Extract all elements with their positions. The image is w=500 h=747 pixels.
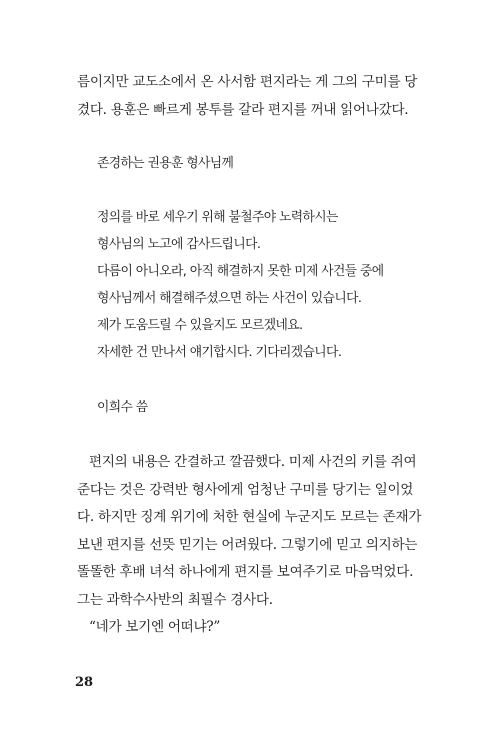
letter-line: 정의를 바로 세우기 위해 불철주야 노력하시는 [97, 210, 338, 225]
opening-line: 름이지만 교도소에서 온 사서함 편지라는 게 그의 구미를 당 [77, 74, 418, 90]
letter-line: 다름이 아니오라, 아직 해결하지 못한 미제 사건들 중에 [97, 264, 384, 279]
opening-line: 겼다. 용훈은 빠르게 봉투를 갈라 편지를 꺼내 읽어나갔다. [77, 102, 409, 118]
closing-line: 편지의 내용은 간결하고 깔끔했다. 미제 사건의 키를 쥐여 [89, 454, 417, 470]
closing-line: 준다는 것은 강력반 형사에게 엄청난 구미를 당기는 일이었 [77, 482, 414, 498]
closing-line: 다. 하지만 징계 위기에 처한 현실에 누군지도 모르는 존재가 [77, 509, 422, 525]
letter-line: 제가 도움드릴 수 있을지도 모르겠네요. [97, 318, 303, 333]
closing-line: 똘똘한 후배 녀석 하나에게 편지를 보여주기로 마음먹었다. [77, 564, 414, 580]
closing-line: 보낸 편지를 선뜻 믿기는 어려웠다. 그렇기에 믿고 의지하는 [77, 537, 418, 553]
letter-line: 자세한 건 만나서 얘기합시다. 기다리겠습니다. [97, 345, 342, 360]
page-number: 28 [75, 675, 94, 690]
letter-line: 형사님께서 해결해주셨으면 하는 사건이 있습니다. [97, 291, 362, 306]
letter-signature: 이희수 씀 [97, 400, 148, 415]
letter-salutation: 존경하는 권용훈 형사님께 [97, 156, 234, 171]
closing-line: 그는 과학수사반의 최필수 경사다. [77, 592, 273, 608]
letter-line: 형사님의 노고에 감사드립니다. [97, 237, 261, 252]
dialogue-line: “네가 보기엔 어떠냐?” [89, 619, 220, 635]
